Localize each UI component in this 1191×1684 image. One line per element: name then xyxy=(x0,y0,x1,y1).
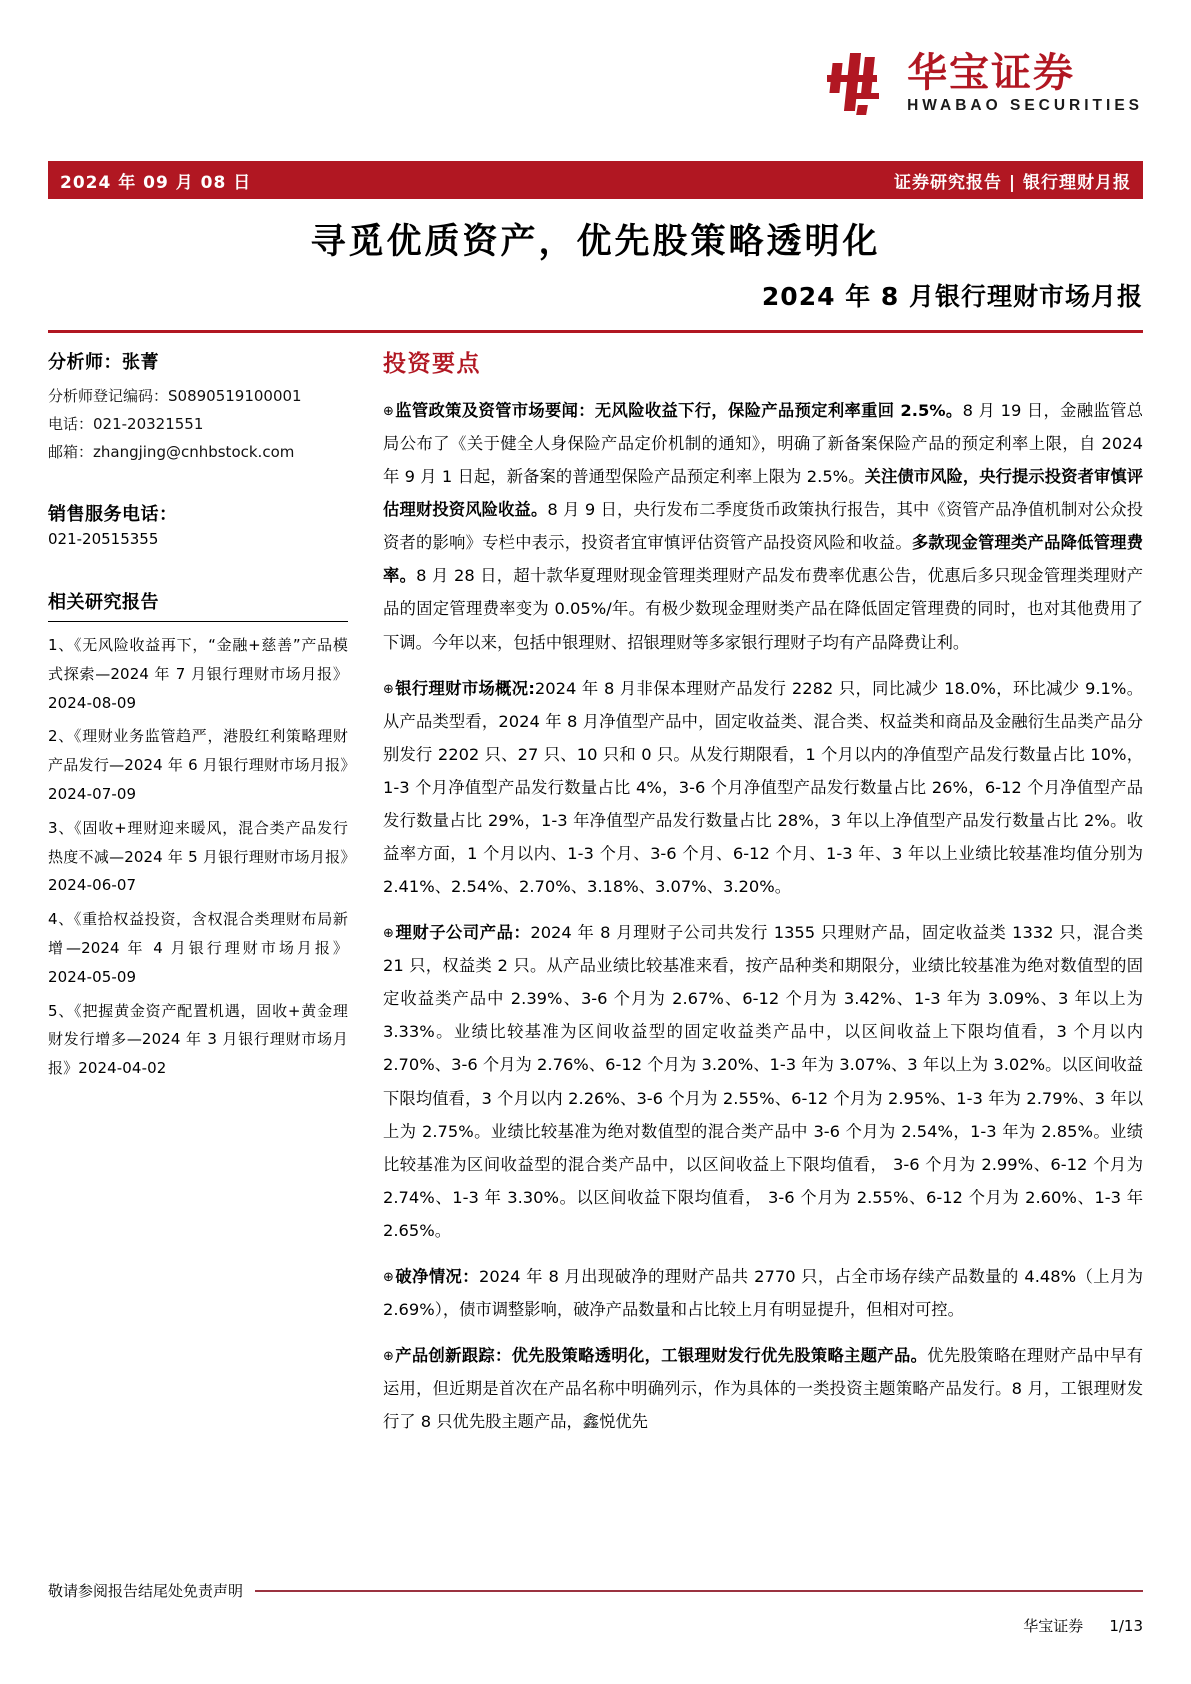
report-type-label: 证券研究报告 | 银行理财月报 xyxy=(893,172,1131,193)
hwabao-logo-icon xyxy=(827,53,893,115)
key-point-paragraph xyxy=(383,672,1143,904)
paragraph-body: 8 月 19 日，金融监管总局公布了《关于健全人身保险产品定价机制的通知》，明确了新备案保险产品的预定利率上限，自 2024 年 9 月 1 日起，新备案的普通型保险产品预定利率上限为 2.5%。 xyxy=(383,401,1143,487)
related-report-item[interactable]: 4、《重拾权益投资，含权混合类理财布局新增—2024 年 4 月银行理财市场月报》2024-05-09 xyxy=(48,910,348,986)
bullet-icon: ⊕ xyxy=(383,404,394,419)
related-report-item[interactable]: 1、《无风险收益再下，“金融+慈善”产品模式探索—2024 年 7 月银行理财市场月报》2024-08-09 xyxy=(48,636,348,712)
footer-disclaimer: 敬请参阅报告结尾处免责声明 xyxy=(48,1582,244,1600)
paragraph-body: 优先股策略在理财产品中早有运用，但近期是首次在产品名称中明确列示，作为具体的一类投资主题策略产品发行。8 月，工银理财发行了 8 只优先股主题产品，鑫悦优先 xyxy=(383,1346,1143,1432)
sales-service-phone: 021-20515355 xyxy=(48,530,159,549)
report-header-bar xyxy=(48,161,1143,199)
paragraph-lead: 理财子公司产品： xyxy=(394,923,531,943)
key-point-paragraph xyxy=(383,1260,1143,1326)
bullet-icon: ⊕ xyxy=(383,1269,394,1285)
paragraph-lead: 银行理财市场概况: xyxy=(394,678,535,698)
analyst-register-code: 分析师登记编码：S0890519100001 xyxy=(48,387,302,405)
paragraph-lead: 破净情况： xyxy=(394,1266,480,1286)
company-logo xyxy=(827,52,1143,115)
related-reports-divider xyxy=(48,621,348,622)
page-subtitle: 2024 年 8 月银行理财市场月报 xyxy=(761,282,1143,311)
paragraph-lead: 关注债市风险，央行提示投资者审慎评估理财投资风险收益。 xyxy=(383,467,1143,520)
page-footer xyxy=(48,1580,1143,1636)
paragraph-lead: 产品创新跟踪：优先股策略透明化，工银理财发行优先股策略主题产品。 xyxy=(394,1346,928,1366)
footer-bottom-row xyxy=(48,1615,1143,1636)
paragraph-body: 2024 年 8 月理财子公司共发行 1355 只理财产品，固定收益类 1332 只，混合类 21 只，权益类 2 只。从产品业绩比较基准来看，按产品种类和期限分，业绩比较基准为绝对数值型的固定收益类产品中 2.39%、3-6 个月为 2.67%、6-12 个月为 3.42%、1-3 年为 3.09%、3 年以上为 3.33%。业绩比较基准为区间收益型的固定收益类产品中，以区间收益上下限均值看，3 个月以内 2.70%、3-6 个月为 2.76%、6-12 个月为 3.20%、1-3 年为 3.07%、3 年以上为 3.02%。以区间收益下限均值看，3 个月以内 2.26%、3-6 个月为 2.55%、6-12 个月为 2.95%、1-3 年为 2.79%、3 年以上为 2.75%。业绩比较基准为绝对数值型的混合类产品中 3-6 个月为 2.54%，1-3 年为 2.85%。业绩比较基准为区间收益型的混合类产品中，以区间收益上下限均值看， 3-6 个月为 2.99%、6-12 个月为 2.74%、1-3 年 3.30%。以区间收益下限均值看， 3-6 个月为 2.55%、6-12 个月为 2.60%、1-3 年 2.65%。 xyxy=(383,923,1143,1240)
title-divider xyxy=(48,330,1143,333)
key-point-paragraph xyxy=(383,394,1143,659)
paragraph-lead: 多款现金管理类产品降低管理费率。 xyxy=(383,533,1143,586)
key-points-title: 投资要点 xyxy=(383,351,481,377)
sales-service-title: 销售服务电话： xyxy=(48,504,178,526)
key-point-paragraph xyxy=(383,1339,1143,1438)
related-report-item[interactable]: 3、《固收+理财迎来暖风，混合类产品发行热度不减—2024 年 5 月银行理财市场月报》2024-06-07 xyxy=(48,818,348,895)
bullet-icon: ⊕ xyxy=(383,926,394,942)
paragraph-body: 2024 年 8 月非保本理财产品发行 2282 只，同比减少 18.0%，环比减少 9.1%。从产品类型看，2024 年 8 月净值型产品中，固定收益类、混合类、权益类和商品及金融衍生品类产品分别发行 2202 只、27 只、10 只和 0 只。从发行期限看，1 个月以内的净值型产品发行数量占比 10%，1-3 个月净值型产品发行数量占比 4%，3-6 个月净值型产品发行数量占比 26%，6-12 个月净值型产品发行数量占比 29%，1-3 年净值型产品发行数量占比 28%，3 年以上净值型产品发行数量占比 2%。收益率方面，1 个月以内、1-3 个月、3-6 个月、6-12 个月、1-3 年、3 年以上业绩比较基准均值分别为 2.41%、2.54%、2.70%、3.18%、3.07%、3.20%。 xyxy=(383,678,1143,897)
footer-company: 华宝证券 xyxy=(1023,1617,1084,1635)
analyst-phone: 电话：021-20321551 xyxy=(48,414,204,433)
related-report-item[interactable]: 2、《理财业务监管趋严，港股红利策略理财产品发行—2024 年 6 月银行理财市场月报》2024-07-09 xyxy=(48,727,348,803)
paragraph-body: 8 月 9 日，央行发布二季度货币政策执行报告，其中《资管产品净值机制对公众投资者的影响》专栏中表示，投资者宜审慎评估资管产品投资风险和收益。 xyxy=(383,500,1143,553)
key-point-paragraph xyxy=(383,916,1143,1247)
page-title: 寻觅优质资产，优先股策略透明化 xyxy=(310,222,881,262)
report-date: 2024 年 09 月 08 日 xyxy=(60,172,252,193)
analyst-name: 分析师：张菁 xyxy=(48,352,159,373)
paragraph-body: 8 月 28 日，超十款华夏理财现金管理类理财产品发布费率优惠公告，优惠后多只现金管理类理财产品的固定管理费率变为 0.05%/年。有极少数现金理财类产品在降低固定管理费的同时，也对其他费用了下调。今年以来，包括中银理财、招银理财等多家银行理财子均有产品降费让利。 xyxy=(383,566,1143,652)
logo-english-name: HWABAO SECURITIES xyxy=(907,97,1143,114)
related-reports-title: 相关研究报告 xyxy=(48,592,159,613)
paragraph-body: 2024 年 8 月出现破净的理财产品共 2770 只，占全市场存续产品数量的 4.48%（上月为 2.69%），债市调整影响，破净产品数量和占比较上月有明显提升，但相对可控。 xyxy=(383,1266,1143,1320)
logo-chinese-name: 华宝证券 xyxy=(907,50,1076,96)
sidebar xyxy=(48,348,348,1088)
paragraph-lead: 监管政策及资管市场要闻：无风险收益下行，保险产品预定利率重回 2.5%。 xyxy=(394,401,963,420)
bullet-icon: ⊕ xyxy=(383,681,394,697)
footer-divider xyxy=(255,1590,1143,1592)
page-number: 1/13 xyxy=(1109,1617,1143,1635)
key-points-section xyxy=(383,345,1143,1451)
bullet-icon: ⊕ xyxy=(383,1349,394,1365)
analyst-email[interactable]: 邮箱：zhangjing@cnhbstock.com xyxy=(48,442,295,461)
footer-top-row xyxy=(48,1580,1143,1601)
related-report-item[interactable]: 5、《把握黄金资产配置机遇，固收+黄金理财发行增多—2024 年 3 月银行理财市场月报》2024-04-02 xyxy=(48,1001,348,1078)
logo-wordmark xyxy=(907,52,1143,115)
